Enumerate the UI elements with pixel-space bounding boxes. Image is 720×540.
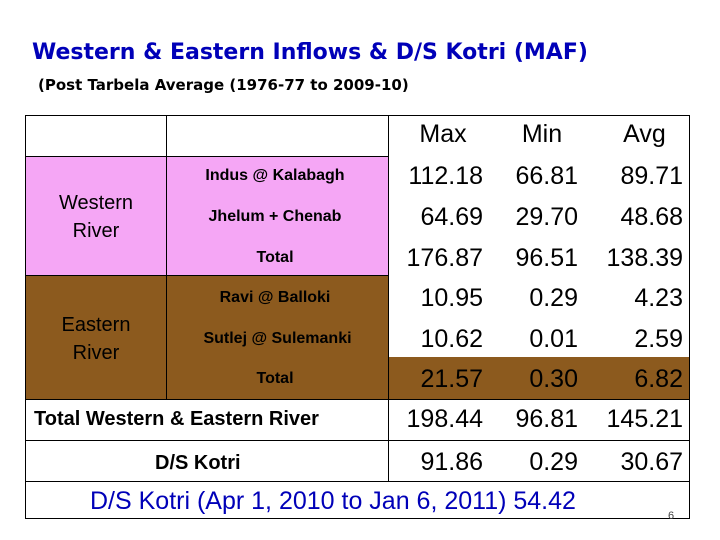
row-divider-western (26, 275, 388, 276)
row-jhelum-max: 64.69 (420, 203, 483, 231)
row-ravi-min: 0.29 (529, 284, 578, 312)
row-sutlej-min: 0.01 (529, 325, 578, 353)
slide-subtitle: (Post Tarbela Average (1976-77 to 2009-10) (38, 76, 409, 94)
row-eastern-total-max: 21.57 (420, 365, 483, 393)
row-western-total-name: Total (256, 249, 294, 266)
row-divider-grand-total (26, 440, 689, 441)
row-kotri-name: D/S Kotri (155, 452, 241, 474)
header-avg: Avg (623, 120, 666, 148)
row-grand-total-min: 96.81 (515, 405, 578, 433)
row-sutlej-name: Sutlej @ Sulemanki (203, 330, 352, 347)
row-divider-eastern (26, 399, 689, 400)
row-grand-total-name: Total Western & Eastern River (34, 408, 319, 430)
footer-note: D/S Kotri (Apr 1, 2010 to Jan 6, 2011) 54.42 (90, 487, 576, 515)
row-jhelum-avg: 48.68 (620, 203, 683, 231)
row-ravi-name: Ravi @ Balloki (219, 289, 331, 306)
row-kotri-max: 91.86 (420, 448, 483, 476)
row-indus-min: 66.81 (515, 162, 578, 190)
page-number: 6 (668, 510, 675, 522)
row-divider-header (26, 156, 388, 157)
row-ravi-avg: 4.23 (634, 284, 683, 312)
header-max: Max (419, 120, 467, 148)
slide-title: Western & Eastern Inflows & D/S Kotri (MAF) (32, 40, 588, 65)
row-jhelum-name: Jhelum + Chenab (208, 208, 342, 225)
row-eastern-total-min: 0.30 (529, 365, 578, 393)
eastern-river-label: Eastern River (61, 314, 131, 364)
row-indus-name: Indus @ Kalabagh (205, 167, 345, 184)
col-divider-1 (166, 116, 167, 399)
row-kotri-min: 0.29 (529, 448, 578, 476)
row-grand-total-avg: 145.21 (606, 405, 683, 433)
header-min: Min (521, 120, 563, 148)
row-eastern-total-name: Total (256, 370, 294, 387)
row-divider-kotri (26, 481, 689, 482)
row-sutlej-max: 10.62 (420, 325, 483, 353)
row-sutlej-avg: 2.59 (634, 325, 683, 353)
row-kotri-avg: 30.67 (620, 448, 683, 476)
row-jhelum-min: 29.70 (515, 203, 578, 231)
row-indus-max: 112.18 (408, 162, 483, 190)
row-indus-avg: 89.71 (620, 162, 683, 190)
western-river-label: Western River (58, 192, 134, 242)
row-ravi-max: 10.95 (420, 284, 483, 312)
row-western-total-avg: 138.39 (606, 244, 683, 272)
row-western-total-min: 96.51 (515, 244, 578, 272)
row-western-total-max: 176.87 (406, 244, 483, 272)
row-eastern-total-avg: 6.82 (634, 365, 683, 393)
row-grand-total-max: 198.44 (406, 405, 483, 433)
